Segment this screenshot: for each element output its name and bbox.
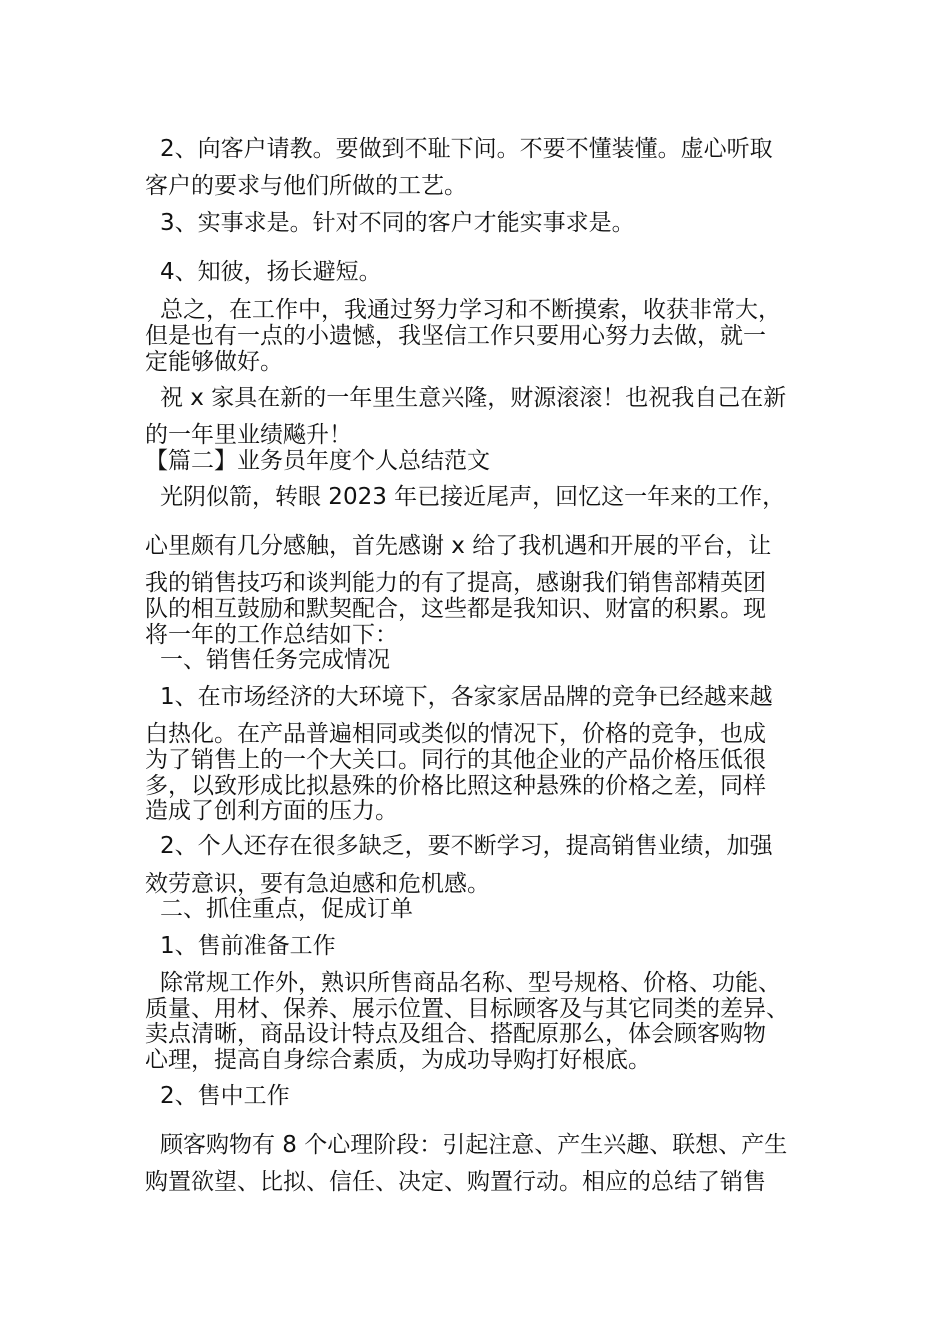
text-line: 的一年里业绩飚升！ (145, 422, 352, 448)
text-line: 4、知彼，扬长避短。 (160, 259, 382, 285)
text-line: 效劳意识，要有急迫感和危机感。 (145, 871, 490, 897)
text-line: 1、在市场经济的大环境下，各家家居品牌的竞争已经越来越 (160, 684, 773, 710)
text-line: 3、实事求是。针对不同的客户才能实事求是。 (160, 210, 635, 236)
text-line: 心里颇有几分感触，首先感谢 x 给了我机遇和开展的平台，让 (145, 533, 772, 559)
text-line: 光阴似箭，转眼 2023 年已接近尾声，回忆这一年来的工作， (160, 484, 786, 510)
text-line: 总之，在工作中，我通过努力学习和不断摸索，收获非常大， (160, 297, 781, 323)
subsection-heading: 2、售中工作 (160, 1083, 290, 1109)
text-line: 多，以致形成比拟悬殊的价格比照这种悬殊的价格之差，同样 (145, 773, 766, 799)
text-line: 造成了创利方面的压力。 (145, 798, 398, 824)
section-heading: 【篇二】业务员年度个人总结范文 (145, 448, 490, 474)
text-line: 但是也有一点的小遗憾，我坚信工作只要用心努力去做，就一 (145, 323, 766, 349)
text-line: 白热化。在产品普遍相同或类似的情况下，价格的竞争，也成 (145, 721, 766, 747)
subsection-heading: 1、售前准备工作 (160, 933, 336, 959)
subsection-heading: 二、抓住重点，促成订单 (160, 896, 413, 922)
text-line: 购置欲望、比拟、信任、决定、购置行动。相应的总结了销售 (145, 1169, 766, 1195)
subsection-heading: 一、销售任务完成情况 (160, 647, 390, 673)
text-line: 客户的要求与他们所做的工艺。 (145, 173, 467, 199)
text-line: 质量、用材、保养、展示位置、目标顾客及与其它同类的差异、 (145, 996, 789, 1022)
text-line: 2、个人还存在很多缺乏，要不断学习，提高销售业绩，加强 (160, 833, 773, 859)
text-line: 除常规工作外，熟识所售商品名称、型号规格、价格、功能、 (160, 970, 781, 996)
text-line: 2、向客户请教。要做到不耻下问。不要不懂装懂。虚心听取 (160, 136, 773, 162)
text-line: 祝 x 家具在新的一年里生意兴隆，财源滚滚！也祝我自己在新 (160, 385, 787, 411)
text-line: 为了销售上的一个大关口。同行的其他企业的产品价格压低很 (145, 747, 766, 773)
text-line: 将一年的工作总结如下： (145, 622, 398, 648)
text-line: 心理，提高自身综合素质，为成功导购打好根底。 (145, 1047, 651, 1073)
text-line: 我的销售技巧和谈判能力的有了提高，感谢我们销售部精英团 (145, 570, 766, 596)
text-line: 卖点清晰，商品设计特点及组合、搭配原那么，体会顾客购物 (145, 1021, 766, 1047)
text-line: 定能够做好。 (145, 349, 283, 375)
text-line: 队的相互鼓励和默契配合，这些都是我知识、财富的积累。现 (145, 596, 766, 622)
text-line: 顾客购物有 8 个心理阶段：引起注意、产生兴趣、联想、产生 (160, 1132, 788, 1158)
